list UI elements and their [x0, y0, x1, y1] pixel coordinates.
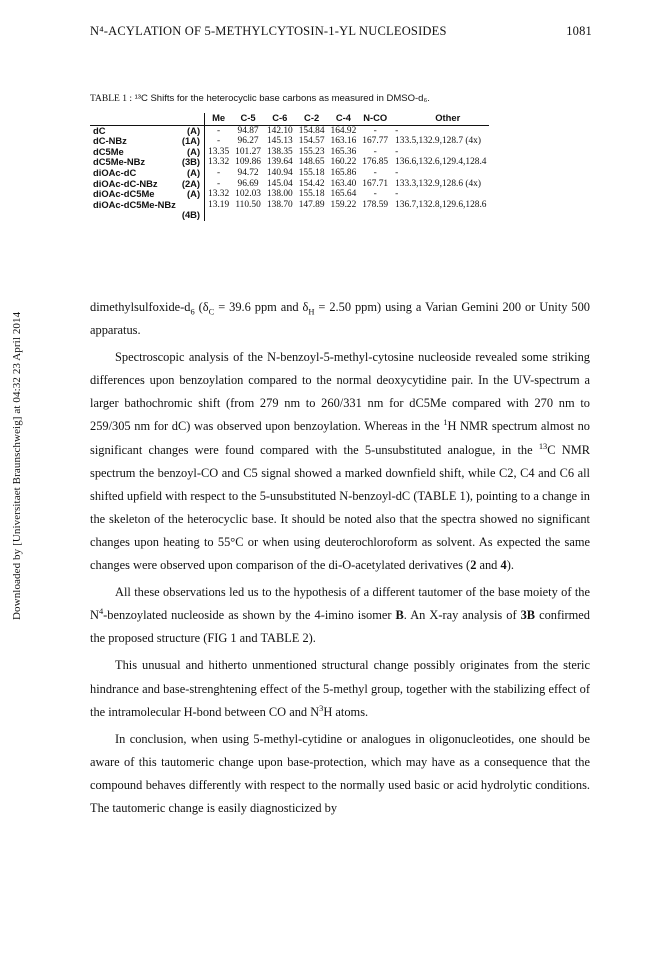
table-cell: 138.00	[266, 189, 293, 200]
download-watermark	[11, 190, 25, 620]
table-cell: 101.27	[235, 146, 261, 157]
table-cell: 13.19	[205, 200, 233, 211]
table-cell	[90, 210, 179, 221]
table-header-other: Other	[391, 113, 489, 125]
table-cell	[232, 210, 264, 221]
table-cell: 138.70	[266, 199, 293, 210]
table-cell: (A)	[187, 166, 201, 178]
table-cell: 102.03	[235, 189, 261, 200]
table-header-c5: C-5	[232, 113, 264, 125]
table-cell: -	[373, 146, 377, 157]
table-cell: (4B)	[181, 209, 201, 221]
c13-shift-table	[90, 113, 489, 221]
table-cell	[205, 210, 233, 221]
table-cell: 145.04	[266, 178, 293, 189]
table-cell	[264, 210, 296, 221]
table-row	[90, 168, 489, 179]
table-cell: 165.36	[330, 146, 357, 157]
table-cell: 165.64	[330, 189, 357, 200]
table-cell	[296, 210, 328, 221]
table-cell: dC-NBz	[93, 135, 127, 147]
table-header-nco: N-CO	[359, 113, 391, 125]
table-caption-label: TABLE 1 :	[90, 94, 132, 104]
table-cell: 178.59	[362, 199, 389, 210]
table-row	[90, 125, 489, 136]
table-header-me: Me	[205, 113, 233, 125]
table-caption-text: ¹³C Shifts for the heterocyclic base carbons as measured in DMSO-d₆.	[134, 93, 430, 104]
paragraph-4: This unusual and hitherto unmentioned structural change possibly originates from the steric hindrance and base-strenghtening effect of the 5-methyl group, together with the stabilizing effect of the intramolecular H-bond between CO and $N^3H$ atoms.	[90, 658, 590, 719]
table-cell: dC5Me	[93, 145, 124, 157]
table-cell: (A)	[187, 188, 201, 200]
table-cell: 159.22	[330, 199, 357, 210]
table-caption	[90, 93, 430, 104]
table-cell: 136.7,132.8,129.6,128.6	[395, 199, 487, 210]
table-cell: 155.18	[298, 189, 325, 200]
page-number: 1081	[566, 24, 592, 38]
table-header-code	[179, 113, 205, 125]
paragraph-3: All these observations led us to the hypothesis of a different tautomer of the base moiety of the $N^4$-benzoylated nucleoside as shown by the 4-imino isomer B. An X-ray analysis of 3B confirmed the proposed structure (FIG 1 and TABLE 2).	[90, 585, 591, 646]
table-cell: 13.35	[205, 147, 233, 158]
table-cell: (1A)	[181, 135, 201, 147]
table-cell: -	[395, 125, 399, 136]
table-cell: -	[205, 168, 233, 179]
table-header-c2: C-2	[296, 113, 328, 125]
table-cell: 163.40	[330, 178, 357, 189]
body-text	[90, 296, 590, 820]
table-cell: (2A)	[181, 177, 201, 189]
table-cell: 94.72	[237, 167, 259, 178]
table-cell: dC	[93, 124, 106, 136]
table-cell: 154.57	[298, 136, 325, 147]
table-cell: 133.3,132.9,128.6 (4x)	[395, 178, 481, 189]
table-cell: 167.71	[362, 178, 389, 189]
table-cell: 13.32	[205, 189, 233, 200]
table-cell: diOAc-dC5Me-NBz	[93, 198, 176, 210]
table-cell: 133.5,132.9,128.7 (4x)	[395, 136, 481, 147]
table-cell: 145.13	[266, 136, 293, 147]
table-cell: 140.94	[266, 167, 293, 178]
running-title: N⁴-ACYLATION OF 5-METHYLCYTOSIN-1-YL NUCLEOSIDES	[90, 24, 447, 38]
table-cell: 176.85	[362, 157, 389, 168]
table-cell: diOAc-dC5Me	[93, 188, 155, 200]
table-cell: diOAc-dC	[93, 166, 137, 178]
table-cell: 163.16	[330, 136, 357, 147]
table-cell: (A)	[187, 124, 201, 136]
table-cell: 94.87	[237, 125, 259, 136]
table-cell: -	[205, 179, 233, 190]
table-header-row	[90, 113, 489, 125]
table-cell: 160.22	[330, 157, 357, 168]
table-cell: 139.64	[266, 157, 293, 168]
table-cell: 147.89	[298, 199, 325, 210]
table-cell: 154.42	[298, 178, 325, 189]
table-row	[90, 147, 489, 158]
table-cell: -	[395, 189, 399, 200]
table-cell: -	[395, 167, 399, 178]
table-cell: 148.65	[298, 157, 325, 168]
table-cell: 138.35	[266, 146, 293, 157]
paragraph-2: Spectroscopic analysis of the N-benzoyl-5-methyl-cytosine nucleoside revealed some striking differences upon benzoylation compared to the normal deoxycytidine pair. In the UV-spectrum a larger bathochromic shift (from 279 nm to 260/331 nm for dC5Me compared with 270 nm to 259/305 nm for dC) was observed upon benzoylation. Whereas in the $^1$H NMR spectrum almost no significant changes were found compared with the 5-unsubstituted analogue, in the $^{13}$C NMR spectrum the benzoyl-CO and C5 signal showed a marked downfield shift, while C2, C4 and C6 all shifted upfield with respect to the 5-unsubstituted N-benzoyl-dC (TABLE 1), pointing to a change in the skeleton of the heterocyclic base. It should be noted also that the spectra showed no significant changes upon heating to 55°C or when using deuterochloroform as solvent. As expected the same changes were observed upon comparison of the di-O-acetylated derivatives (2 and 4).	[90, 350, 590, 573]
table-row	[90, 200, 489, 211]
table-cell: 136.6,132.6,129.4,128.4	[395, 157, 487, 168]
table-cell: 154.84	[298, 125, 325, 136]
table-cell: 164.92	[330, 125, 357, 136]
table-cell: 165.86	[330, 167, 357, 178]
table-cell: (A)	[187, 145, 201, 157]
table-cell: 110.50	[235, 199, 261, 210]
table-body	[90, 125, 489, 221]
table-header-compound	[90, 113, 179, 125]
table-cell	[328, 210, 360, 221]
download-watermark-text: Downloaded by [Universitaet Braunschweig] at 04:32 23 April 2014	[11, 311, 23, 620]
table-header-c4: C-4	[328, 113, 360, 125]
table-cell: -	[395, 146, 399, 157]
table-cell: 155.18	[298, 167, 325, 178]
paragraph-1: dimethylsulfoxide-$d_6$ ($\delta_C = 39.6$ ppm and $\delta_H = 2.50$ ppm) using a Varian Gemini 200 or Unity 500 apparatus.	[90, 300, 591, 338]
table-cell: 167.77	[362, 136, 389, 147]
table-cell	[359, 210, 391, 221]
table-cell: 96.69	[237, 178, 259, 189]
table-cell: 155.23	[298, 146, 325, 157]
table-cell: (3B)	[181, 156, 201, 168]
table-header-c6: C-6	[264, 113, 296, 125]
table-cell: -	[373, 125, 377, 136]
table-cell: diOAc-dC-NBz	[93, 177, 158, 189]
table-cell: -	[205, 125, 233, 136]
table-row	[90, 210, 489, 221]
table-cell: -	[373, 167, 377, 178]
table-cell: -	[205, 136, 233, 147]
table-row	[90, 136, 489, 147]
table-cell: dC5Me-NBz	[93, 156, 146, 168]
table-cell: -	[373, 189, 377, 200]
table-cell: 13.32	[205, 157, 233, 168]
table-cell	[391, 210, 489, 221]
table-row	[90, 157, 489, 168]
table-cell: 96.27	[237, 136, 259, 147]
table-cell: 142.10	[266, 125, 293, 136]
table-cell: 109.86	[235, 157, 261, 168]
paragraph-5: In conclusion, when using 5-methyl-cytidine or analogues in oligonucleotides, one should be aware of this tautomeric change upon base-protection, which may have as a consequence that the compound behaves differently with respect to the normally used basic or acid hydrolytic conditions. The tautomeric change is easily diagnosticized by	[90, 731, 590, 815]
